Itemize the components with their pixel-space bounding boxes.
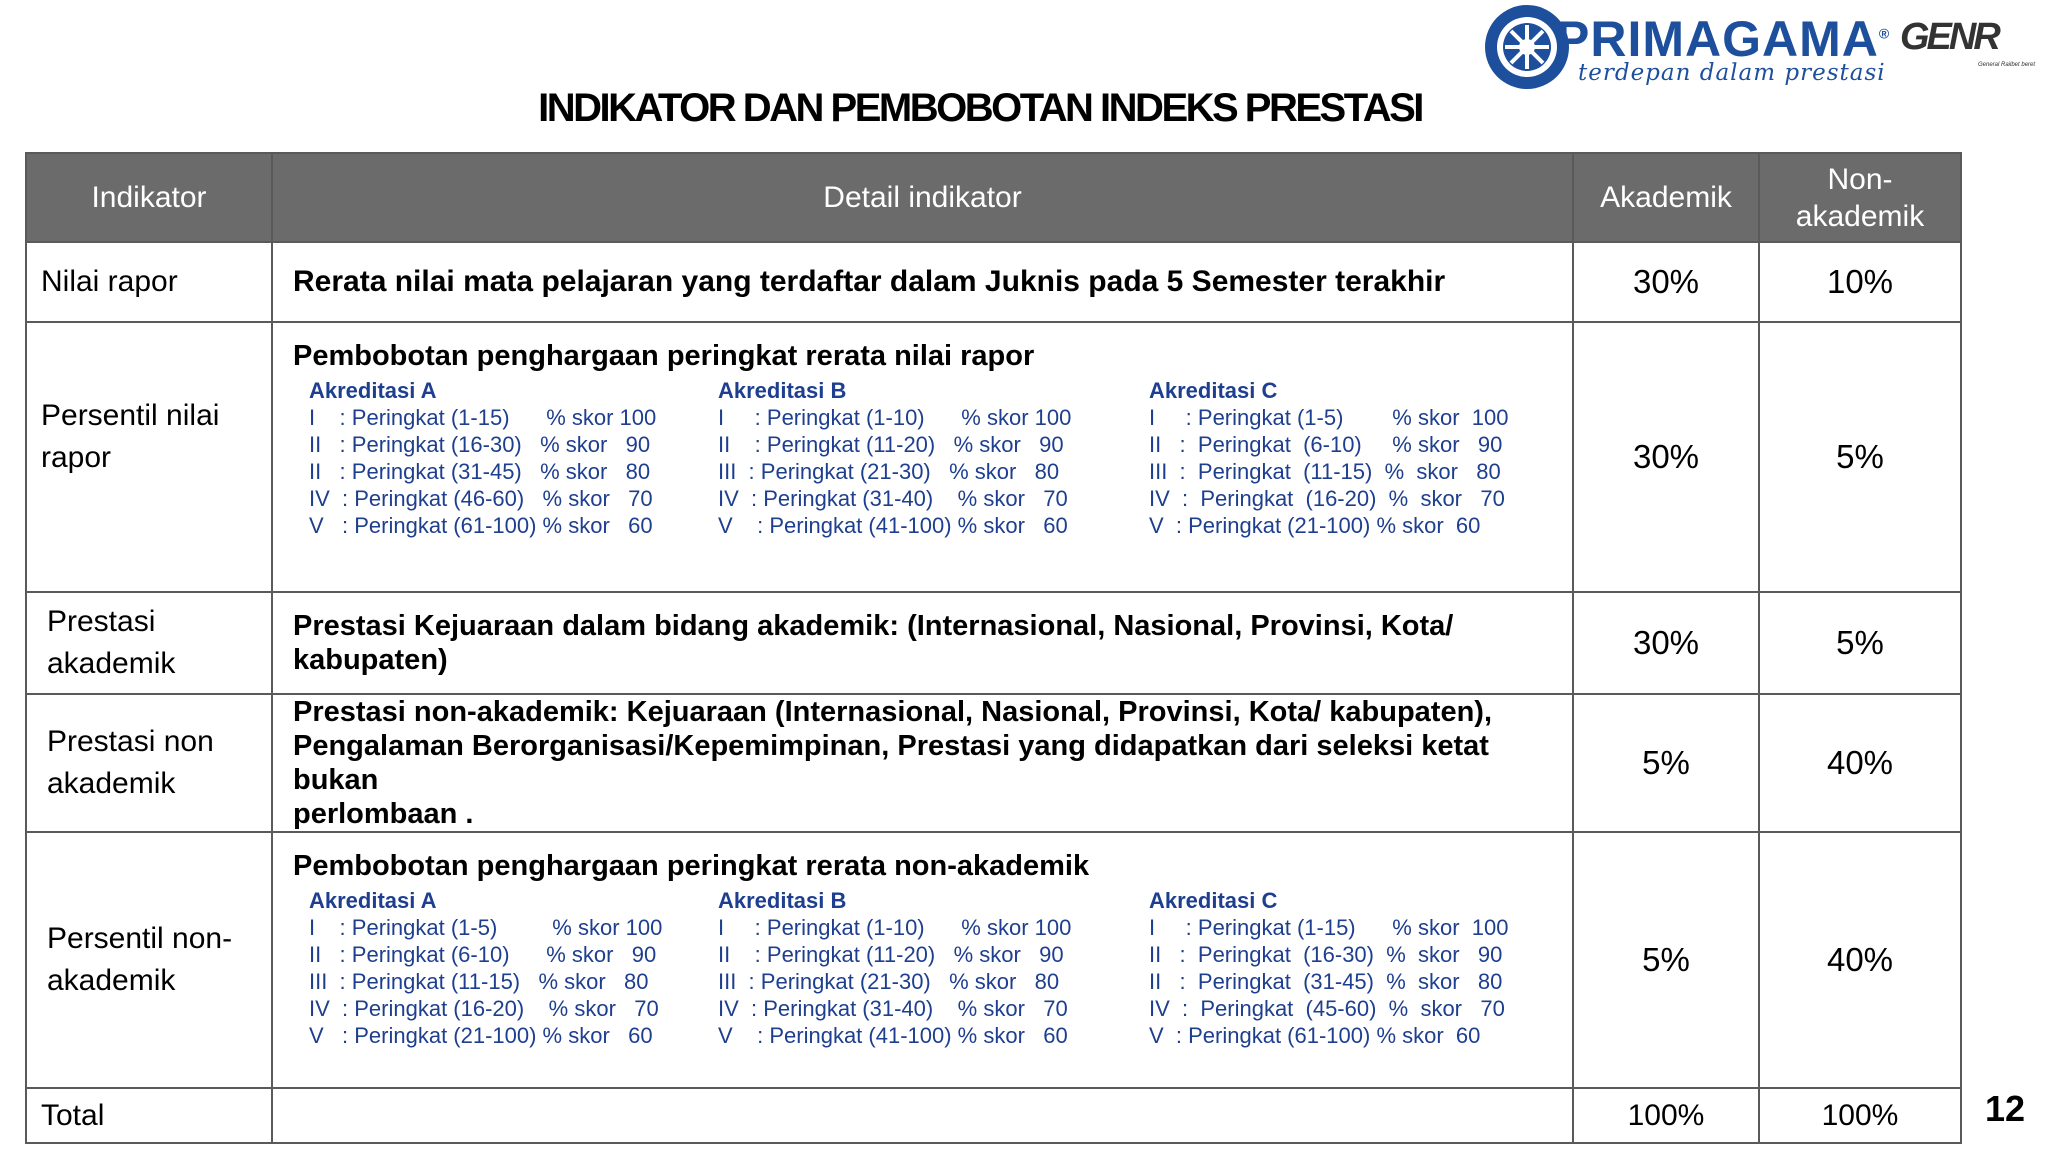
row-indikator: Nilai rapor bbox=[26, 242, 272, 322]
detail-title: Pembobotan penghargaan peringkat rerata non-akademik bbox=[293, 850, 1090, 882]
row-indikator: Prestasi non akademik bbox=[26, 694, 272, 832]
row-akademik: 5% bbox=[1573, 694, 1759, 832]
row-detail-1: Prestasi non-akademik: Kejuaraan (Internasional, Nasional, Provinsi, Kota/ kabupaten), bbox=[293, 696, 1492, 728]
brand-name: PRIMAGAMA® bbox=[1556, 11, 1891, 67]
accreditation-grid bbox=[273, 377, 1572, 577]
row-akademik: 30% bbox=[1573, 322, 1759, 592]
row-non-akademik: 5% bbox=[1759, 322, 1961, 592]
akreditasi-c: Akreditasi C I : Peringkat (1-5) % skor 100 II : Peringkat (6-10) % skor 90 III : Peringkat (11-15) % skor 80 IV : Peringkat (16-20) % skor 70 V : Peringkat (21-100) % skor 60 bbox=[1149, 378, 1509, 538]
akreditasi-a: Akreditasi A I : Peringkat (1-5) % skor 100 II : Peringkat (6-10) % skor 90 III : Peringkat (11-15) % skor 80 IV : Peringkat (16-20) % skor 70 V : Peringkat (21-100) % skor 60 bbox=[309, 888, 663, 1048]
row-akademik: 5% bbox=[1573, 832, 1759, 1088]
akreditasi-c: Akreditasi C I : Peringkat (1-15) % skor 100 II : Peringkat (16-30) % skor 90 II : Peringkat (31-45) % skor 80 IV : Peringkat (45-60) % skor 70 V : Peringkat (61-100) % skor 60 bbox=[1149, 888, 1509, 1048]
header-indikator: Indikator bbox=[26, 153, 272, 242]
page-title: INDIKATOR DAN PEMBOBOTAN INDEKS PRESTASI bbox=[538, 86, 1422, 130]
row-non-akademik: 5% bbox=[1759, 592, 1961, 694]
row-akademik: 30% bbox=[1573, 592, 1759, 694]
akreditasi-a: Akreditasi A I : Peringkat (1-15) % skor 100 II : Peringkat (16-30) % skor 90 II : Peringkat (31-45) % skor 80 IV : Peringkat (46-60) % skor 70 V : Peringkat (61-100) % skor 60 bbox=[309, 378, 657, 538]
row-detail-1: Prestasi Kejuaraan dalam bidang akademik: (Internasional, Nasional, Provinsi, Kota/ bbox=[293, 610, 1454, 642]
table-row bbox=[26, 322, 1961, 592]
page-number: 12 bbox=[1985, 1088, 2026, 1129]
row-indikator: Persentil non- akademik bbox=[26, 832, 272, 1088]
brand-tagline: terdepan dalam prestasi bbox=[1578, 60, 1886, 86]
akreditasi-b: Akreditasi B I : Peringkat (1-10) % skor 100 II : Peringkat (11-20) % skor 90 III : Peringkat (21-30) % skor 80 IV : Peringkat (31-40) % skor 70 V : Peringkat (41-100) % skor 60 bbox=[718, 378, 1072, 538]
row-non-akademik: 100% bbox=[1759, 1088, 1961, 1143]
genr-sub: General Railbet beret bbox=[1978, 62, 2036, 68]
row-indikator: Persentil nilai rapor bbox=[26, 322, 272, 592]
row-detail-2: Pengalaman Berorganisasi/Kepemimpinan, Prestasi yang didapatkan dari seleksi ketat bukan bbox=[293, 730, 1489, 796]
row-akademik: 100% bbox=[1573, 1088, 1759, 1143]
row-indikator: Prestasi akademik bbox=[26, 592, 272, 694]
table-header-row bbox=[26, 153, 1961, 242]
row-non-akademik: 40% bbox=[1759, 694, 1961, 832]
detail-title: Pembobotan penghargaan peringkat rerata nilai rapor bbox=[293, 340, 1035, 372]
header-akademik: Akademik bbox=[1573, 153, 1759, 242]
row-non-akademik: 10% bbox=[1759, 242, 1961, 322]
header-non-akademik: Non- akademik bbox=[1759, 153, 1961, 242]
accreditation-grid bbox=[273, 887, 1572, 1087]
genr-logo: GENR bbox=[1900, 16, 1998, 58]
header-detail: Detail indikator bbox=[272, 153, 1573, 242]
row-non-akademik: 40% bbox=[1759, 832, 1961, 1088]
row-indikator: Total bbox=[26, 1088, 272, 1143]
akreditasi-b: Akreditasi B I : Peringkat (1-10) % skor 100 II : Peringkat (11-20) % skor 90 III : Peringkat (21-30) % skor 80 IV : Peringkat (31-40) % skor 70 V : Peringkat (41-100) % skor 60 bbox=[718, 888, 1072, 1048]
row-detail-2: kabupaten) bbox=[293, 644, 448, 676]
row-detail: Rerata nilai mata pelajaran yang terdaftar dalam Juknis pada 5 Semester terakhir bbox=[293, 265, 1446, 298]
table-row-total bbox=[26, 1088, 1961, 1143]
row-akademik: 30% bbox=[1573, 242, 1759, 322]
row-detail-3: perlombaan . bbox=[293, 798, 474, 830]
row-detail-empty bbox=[272, 1088, 1573, 1143]
indicator-table bbox=[25, 152, 1962, 1144]
table-row bbox=[26, 242, 1961, 322]
table-row bbox=[26, 592, 1961, 694]
table-row bbox=[26, 832, 1961, 1088]
table-row bbox=[26, 694, 1961, 832]
